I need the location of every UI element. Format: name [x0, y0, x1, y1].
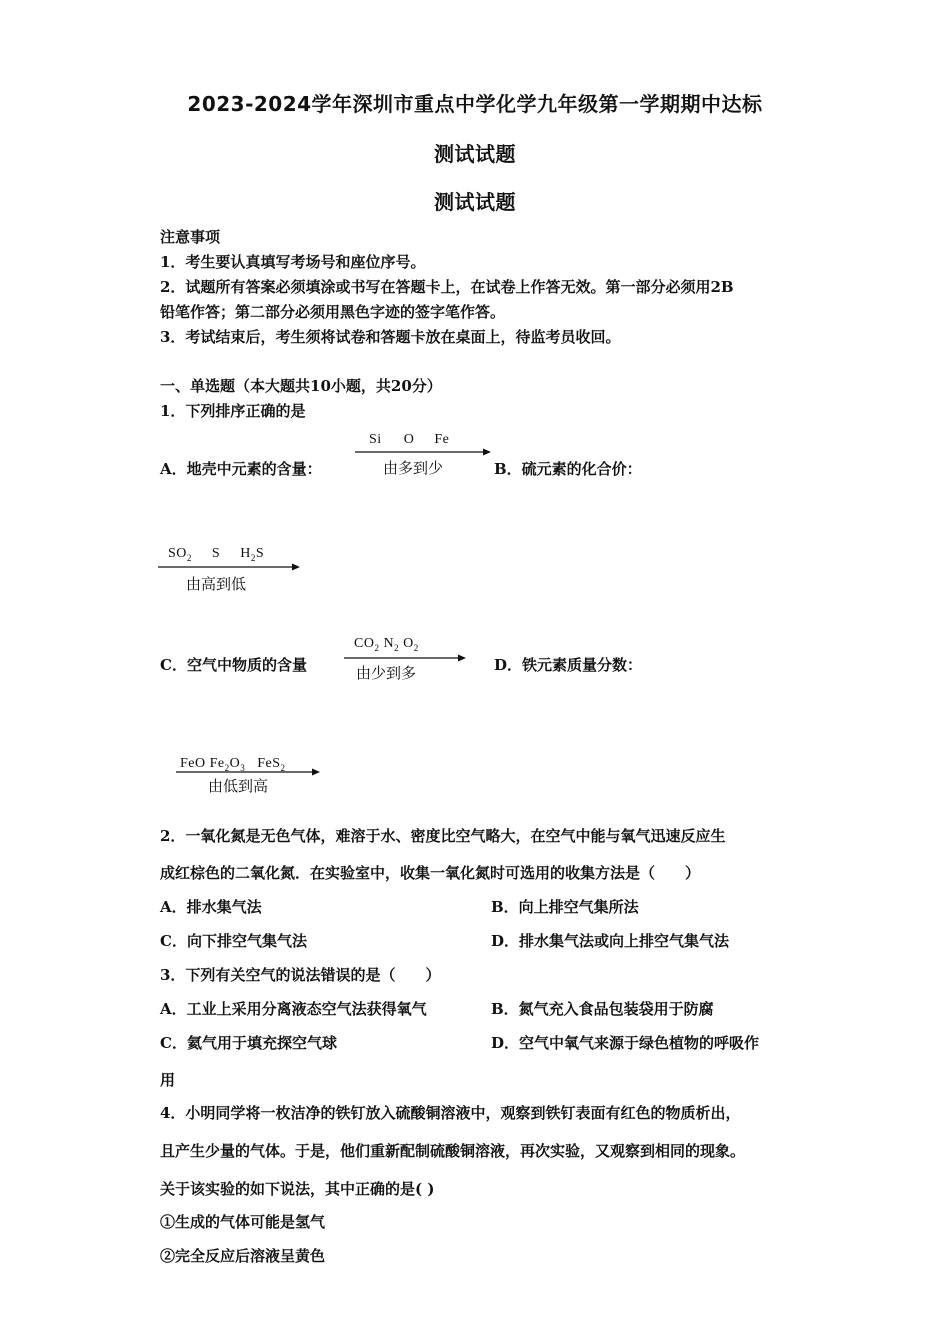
q3-option-d-cont: 用: [160, 1071, 176, 1089]
q1-c-order: 由少到多: [356, 664, 417, 682]
q1-c-n2: $N_2$: [383, 636, 400, 653]
q1-stem: 1．下列排序正确的是: [160, 402, 306, 420]
q1-b-h2s: $H_2S$: [240, 546, 265, 563]
q1-a-arrow: [355, 447, 495, 457]
q4-item-1: ①生成的气体可能是氢气: [160, 1213, 326, 1231]
q3-stem: 3．下列有关空气的说法错误的是（ ）: [160, 966, 441, 984]
q2-option-d: D．排水集气法或向上排空气集气法: [491, 932, 730, 950]
q3-option-b: B．氮气充入食品包装袋用于防腐: [491, 1000, 714, 1018]
notes-item-3: 3．考试结束后，考生须将试卷和答题卡放在桌面上，待监考员收回。: [160, 328, 621, 346]
q1-c-co2: $CO_2$: [354, 636, 380, 653]
q1-option-c-diagram: [344, 634, 474, 684]
q1-b-arrow: [158, 562, 308, 572]
q3-option-a: A．工业上采用分离液态空气法获得氧气: [160, 1000, 427, 1018]
q1-b-s: S: [211, 546, 221, 561]
q4-item-2: ②完全反应后溶液呈黄色: [160, 1247, 326, 1265]
q2-stem-line1: 2．一氧化氮是无色气体，难溶于水、密度比空气略大，在空气中能与氧气迅速反应生: [160, 827, 726, 845]
q1-option-d-diagram: [176, 754, 326, 804]
notes-item-2-cont: 铅笔作答；第二部分必须用黑色字迹的签字笔作答。: [160, 303, 506, 321]
q1-option-b-diagram: [158, 544, 308, 594]
section-heading: 一、单选题（本大题共10小题，共20分）: [160, 377, 442, 395]
doc-title-line3: 测试试题: [434, 190, 516, 214]
q1-a-si: Si: [369, 432, 382, 447]
q1-a-o: O: [403, 432, 415, 447]
q1-b-order: 由高到低: [186, 575, 247, 593]
q4-stem-line3: 关于该实验的如下说法，其中正确的是( ): [160, 1180, 435, 1198]
q1-c-o2: $O_2$: [403, 636, 419, 653]
notes-item-1: 1．考生要认真填写考场号和座位序号。: [160, 253, 426, 271]
q2-option-c: C．向下排空气集气法: [160, 932, 307, 950]
q1-b-so2: $SO_2$: [168, 546, 192, 563]
q1-option-a-label: A．地壳中元素的含量：: [160, 460, 322, 478]
q1-option-b-label: B．硫元素的化合价：: [494, 460, 642, 478]
q1-a-fe: Fe: [434, 432, 450, 447]
q2-option-b: B．向上排空气集所法: [491, 898, 639, 916]
q1-option-d-label: D．铁元素质量分数：: [494, 656, 643, 674]
q3-option-d: D．空气中氧气来源于绿色植物的呼吸作: [491, 1034, 760, 1052]
q1-d-fe2o3: $Fe_2O_3$: [209, 756, 246, 773]
q1-d-feo: FeO: [180, 756, 206, 771]
q1-option-c-label: C．空气中物质的含量: [160, 656, 307, 674]
q1-option-a-diagram: [355, 430, 495, 480]
q4-stem-line1: 4．小明同学将一枚洁净的铁钉放入硫酸铜溶液中，观察到铁钉表面有红色的物质析出，: [160, 1104, 741, 1122]
notes-item-2: 2．试题所有答案必须填涂或书写在答题卡上，在试卷上作答无效。第一部分必须用2B: [160, 278, 734, 296]
doc-title-line2: 测试试题: [434, 142, 516, 166]
notes-heading: 注意事项: [160, 228, 221, 246]
doc-title-line1: 2023-2024学年深圳市重点中学化学九年级第一学期期中达标: [187, 92, 763, 116]
q2-option-a: A．排水集气法: [160, 898, 262, 916]
q4-stem-line2: 且产生少量的气体。于是，他们重新配制硫酸铜溶液，再次实验，又观察到相同的现象。: [160, 1142, 746, 1160]
q1-d-fes2: FeS$_2$: [257, 756, 286, 773]
q1-a-order: 由多到少: [383, 459, 444, 477]
q2-stem-line2: 成红棕色的二氧化氮．在实验室中，收集一氧化氮时可选用的收集方法是（ ）: [160, 864, 701, 882]
q1-d-order: 由低到高: [208, 777, 269, 795]
q3-option-c: C．氦气用于填充探空气球: [160, 1034, 337, 1052]
